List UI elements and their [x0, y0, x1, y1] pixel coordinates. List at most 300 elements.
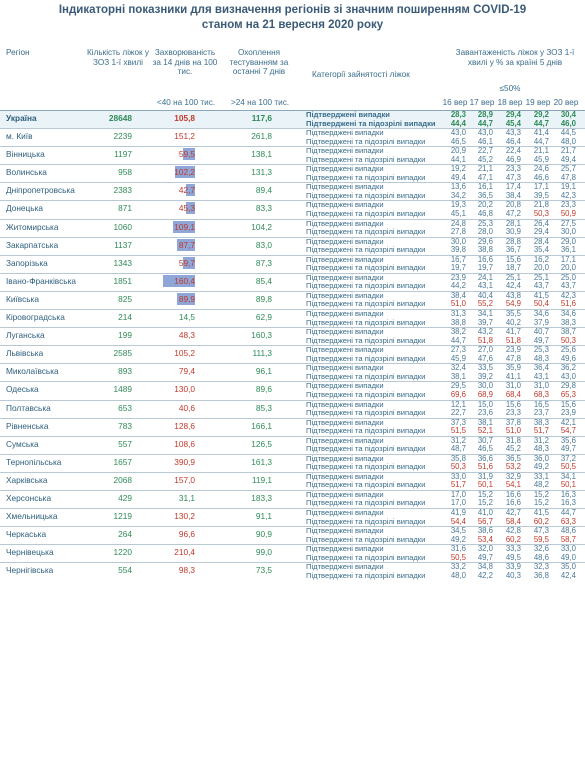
category-labels — [306, 310, 444, 327]
beds-count: 199 — [118, 330, 132, 341]
load-values — [444, 455, 582, 472]
title-line-2: станом на 21 вересня 2020 року — [201, 19, 384, 31]
load-value: 68,9 — [477, 389, 493, 399]
load-values — [444, 491, 582, 508]
load-value: 38,3 — [560, 317, 576, 327]
testing-value: 89,8 — [255, 293, 272, 304]
category-label: Підтверджені випадки — [306, 111, 390, 119]
load-value: 47,1 — [477, 172, 493, 182]
load-value: 46,0 — [560, 118, 576, 128]
load-value: 30,4 — [560, 110, 576, 119]
region-name: Київська — [6, 293, 39, 304]
region-name: Полтавська — [6, 402, 51, 413]
load-value: 33,3 — [505, 544, 521, 554]
load-value: 33,9 — [505, 562, 521, 572]
table-row — [0, 490, 585, 508]
load-value: 43,7 — [560, 281, 576, 291]
category-label: Підтверджені та підозрілі випадки — [306, 463, 426, 472]
table-row — [0, 345, 585, 363]
beds-count: 653 — [118, 402, 132, 413]
load-value: 29,4 — [533, 227, 549, 237]
load-value: 43,0 — [477, 128, 493, 138]
load-value: 49,4 — [450, 172, 466, 182]
table-row — [0, 255, 585, 273]
load-value: 36,5 — [505, 453, 521, 463]
beds-count: 1060 — [113, 221, 132, 232]
load-value: 42,4 — [560, 570, 576, 580]
table-row — [0, 400, 585, 418]
table-row — [0, 164, 585, 182]
load-values-row — [444, 120, 582, 129]
category-label: Підтверджені та підозрілі випадки — [306, 264, 426, 273]
load-values — [444, 346, 582, 363]
load-value: 41,9 — [450, 508, 466, 518]
region-name: Тернопільська — [6, 456, 62, 467]
load-value: 46,9 — [505, 154, 521, 164]
load-value: 44,7 — [477, 118, 493, 128]
load-value: 60,2 — [533, 516, 549, 526]
load-value: 46,5 — [450, 136, 466, 146]
category-label: Підтверджені та підозрілі випадки — [306, 481, 426, 490]
load-value: 43,7 — [533, 281, 549, 291]
load-value: 38,8 — [477, 245, 493, 255]
load-values — [444, 382, 582, 399]
load-value: 48,0 — [560, 136, 576, 146]
testing-value: 183,3 — [251, 492, 272, 503]
category-labels — [306, 238, 444, 255]
beds-count: 1851 — [113, 275, 132, 286]
load-value: 42,2 — [477, 570, 493, 580]
load-value: 29,8 — [560, 381, 576, 391]
morbidity-text: 128,6 — [174, 420, 195, 431]
load-value: 45,9 — [450, 353, 466, 363]
load-value: 24,1 — [477, 272, 493, 282]
load-value: 15,6 — [505, 399, 521, 409]
category-labels — [306, 328, 444, 345]
category-label: Підтверджені та підозрілі випадки — [306, 228, 426, 237]
table-row — [0, 327, 585, 345]
category-labels — [306, 401, 444, 418]
load-values-row — [444, 192, 582, 201]
load-value: 44,4 — [450, 118, 466, 128]
load-value: 12,1 — [450, 399, 466, 409]
load-value: 49,5 — [505, 552, 521, 562]
load-value: 16,7 — [450, 254, 466, 264]
category-labels — [306, 111, 444, 128]
load-value: 22,7 — [450, 408, 466, 417]
load-values-row — [444, 481, 582, 490]
load-value: 60,2 — [505, 534, 521, 544]
load-value: 50,1 — [477, 480, 493, 490]
category-label: Підтверджені випадки — [306, 454, 384, 463]
load-values-row — [444, 210, 582, 219]
morbidity-text: 45,3 — [178, 203, 195, 214]
load-value: 54,1 — [505, 480, 521, 490]
category-labels — [306, 545, 444, 562]
load-value: 41,5 — [533, 290, 549, 300]
load-value: 51,5 — [450, 426, 466, 436]
load-values — [444, 473, 582, 490]
load-values-row — [444, 300, 582, 309]
load-value: 19,7 — [477, 263, 493, 273]
load-value: 25,0 — [560, 272, 576, 282]
load-value: 36,5 — [477, 190, 493, 200]
load-values — [444, 220, 582, 237]
testing-value: 261,8 — [251, 131, 272, 142]
load-value: 35,5 — [505, 309, 521, 319]
load-value: 38,4 — [505, 190, 521, 200]
load-value: 33,5 — [477, 363, 493, 373]
morbidity-text: 87,7 — [178, 239, 195, 250]
load-value: 37,9 — [533, 317, 549, 327]
category-labels — [306, 292, 444, 309]
load-value: 65,3 — [560, 389, 576, 399]
load-value: 23,3 — [505, 408, 521, 417]
testing-value: 104,2 — [251, 221, 272, 232]
load-values — [444, 310, 582, 327]
category-label: Підтверджені та підозрілі випадки — [306, 571, 426, 580]
testing-value: 73,5 — [255, 565, 272, 576]
load-value: 49,2 — [450, 534, 466, 544]
beds-count: 2585 — [113, 348, 132, 359]
load-values — [444, 364, 582, 381]
load-values — [444, 527, 582, 544]
testing-value: 166,1 — [251, 420, 272, 431]
category-label: Підтверджені випадки — [306, 472, 384, 481]
load-value: 33,1 — [533, 471, 549, 481]
table-row — [0, 381, 585, 399]
load-value: 27,5 — [560, 218, 576, 228]
load-values — [444, 147, 582, 164]
table-row — [0, 454, 585, 472]
load-value: 23,6 — [477, 408, 493, 417]
morbidity-text: 59,5 — [178, 149, 195, 160]
load-value: 50,3 — [533, 208, 549, 218]
category-label: Підтверджені та підозрілі випадки — [306, 499, 426, 508]
threshold-testing: >24 на 100 тис. — [230, 98, 290, 107]
table-row — [0, 237, 585, 255]
load-value: 58,7 — [560, 534, 576, 544]
load-values-row — [444, 373, 582, 382]
category-labels — [306, 419, 444, 436]
table-row — [0, 562, 585, 580]
region-name: Львівська — [6, 348, 44, 359]
load-value: 45,1 — [450, 208, 466, 218]
category-label: Підтверджені випадки — [306, 165, 384, 174]
load-value: 27,3 — [450, 345, 466, 355]
load-value: 51,0 — [450, 299, 466, 309]
beds-count: 1197 — [114, 149, 132, 160]
load-value: 50,4 — [533, 299, 549, 309]
table-row — [0, 309, 585, 327]
load-value: 48,7 — [450, 444, 466, 454]
load-value: 20,0 — [533, 263, 549, 273]
load-value: 38,1 — [477, 417, 493, 427]
load-value: 36,8 — [533, 570, 549, 580]
load-value: 25,1 — [505, 272, 521, 282]
load-value: 47,3 — [533, 526, 549, 536]
load-value: 32,9 — [505, 471, 521, 481]
load-values — [444, 238, 582, 255]
load-value: 49,2 — [533, 462, 549, 472]
category-label: Підтверджені та підозрілі випадки — [306, 409, 426, 417]
load-value: 15,2 — [533, 498, 549, 508]
beds-count: 825 — [118, 293, 132, 304]
load-value: 17,0 — [450, 489, 466, 499]
region-name: Хмельницька — [6, 511, 58, 522]
testing-value: 160,3 — [251, 330, 272, 341]
load-values-row — [444, 355, 582, 364]
morbidity-text: 130,0 — [174, 384, 195, 395]
morbidity-text: 105,2 — [174, 348, 195, 359]
load-value: 15,2 — [533, 489, 549, 499]
category-labels — [306, 274, 444, 291]
category-label: Підтверджені випадки — [306, 310, 384, 319]
load-value: 30,0 — [450, 236, 466, 246]
load-value: 40,3 — [505, 570, 521, 580]
load-value: 44,7 — [533, 118, 549, 128]
load-value: 44,7 — [450, 335, 466, 345]
load-value: 43,8 — [505, 290, 521, 300]
load-value: 40,4 — [477, 290, 493, 300]
load-value: 25,3 — [533, 345, 549, 355]
category-label: Підтверджені випадки — [306, 273, 384, 282]
beds-count: 1220 — [113, 547, 132, 558]
load-values-row — [444, 156, 582, 165]
load-value: 50,9 — [560, 208, 576, 218]
category-label: Підтверджені випадки — [306, 201, 384, 210]
category-label: Підтверджені випадки — [306, 490, 384, 499]
load-values — [444, 165, 582, 182]
table-row — [0, 544, 585, 562]
load-value: 31,2 — [533, 435, 549, 445]
morbidity-value — [160, 566, 195, 583]
category-label: Підтверджені випадки — [306, 346, 384, 355]
load-value: 42,7 — [505, 508, 521, 518]
load-value: 15,2 — [477, 498, 493, 508]
load-value: 54,4 — [450, 516, 466, 526]
load-value: 37,2 — [560, 453, 576, 463]
load-value: 31,8 — [505, 435, 521, 445]
load-value: 15,2 — [477, 489, 493, 499]
load-value: 28,9 — [477, 110, 493, 119]
category-label: Підтверджені та підозрілі випадки — [306, 209, 426, 218]
beds-count: 1219 — [113, 511, 132, 522]
beds-count: 958 — [118, 167, 132, 178]
beds-count: 1137 — [114, 239, 132, 250]
category-label: Підтверджені та підозрілі випадки — [306, 318, 426, 327]
load-value: 37,3 — [450, 417, 466, 427]
region-name: Черкаська — [6, 529, 47, 540]
category-label: Підтверджені випадки — [306, 328, 384, 337]
testing-value: 90,9 — [255, 529, 272, 540]
morbidity-text: 48,3 — [178, 330, 195, 341]
load-value: 49,4 — [560, 154, 576, 164]
load-values — [444, 509, 582, 526]
load-value: 49,0 — [560, 552, 576, 562]
load-value: 31,6 — [450, 544, 466, 554]
load-values — [444, 111, 582, 128]
load-value: 36,4 — [533, 363, 549, 373]
table-row — [0, 472, 585, 490]
load-value: 19,1 — [560, 182, 576, 192]
table-row — [0, 110, 585, 128]
header-region: Регіон — [6, 48, 30, 57]
load-values-row — [444, 463, 582, 472]
category-label: Підтверджені випадки — [306, 382, 384, 391]
load-value: 44,7 — [560, 508, 576, 518]
beds-count: 871 — [118, 203, 132, 214]
load-values — [444, 328, 582, 345]
load-values — [444, 129, 582, 146]
load-value: 46,4 — [505, 136, 521, 146]
category-label: Підтверджені та підозрілі випадки — [306, 173, 426, 182]
testing-value: 83,0 — [255, 239, 272, 250]
testing-value: 111,3 — [252, 348, 272, 359]
load-value: 31,3 — [450, 309, 466, 319]
load-value: 46,5 — [477, 444, 493, 454]
load-value: 15,6 — [505, 254, 521, 264]
load-values-row — [444, 174, 582, 183]
table-row — [0, 363, 585, 381]
load-value: 48,0 — [450, 570, 466, 580]
testing-value: 96,1 — [255, 366, 272, 377]
beds-count: 1489 — [113, 384, 132, 395]
title-line-1: Індикаторні показники для визначення регіонів зі значним поширенням COVID-19 — [58, 4, 527, 16]
morbidity-text: 210,4 — [174, 547, 195, 558]
load-value: 43,3 — [505, 128, 521, 138]
load-values — [444, 563, 582, 580]
load-value: 16,1 — [477, 182, 493, 192]
load-value: 28,3 — [450, 110, 466, 119]
load-values — [444, 292, 582, 309]
load-value: 38,7 — [560, 327, 576, 337]
load-value: 43,0 — [450, 128, 466, 138]
load-value: 41,5 — [533, 508, 549, 518]
region-name: Одеська — [6, 384, 39, 395]
morbidity-text: 160,4 — [174, 275, 195, 286]
load-value: 43,2 — [477, 327, 493, 337]
load-values — [444, 201, 582, 218]
region-name: Донецька — [6, 203, 44, 214]
category-labels — [306, 437, 444, 454]
load-value: 69,6 — [450, 389, 466, 399]
category-labels — [306, 473, 444, 490]
category-label: Підтверджені та підозрілі випадки — [306, 354, 426, 363]
category-label: Підтверджені та підозрілі випадки — [306, 390, 426, 399]
load-value: 41,7 — [505, 327, 521, 337]
load-values-row — [444, 409, 582, 418]
beds-count: 1343 — [113, 257, 132, 268]
load-value: 56,7 — [477, 516, 493, 526]
load-value: 20,8 — [505, 200, 521, 210]
load-value: 32,6 — [533, 544, 549, 554]
load-value: 29,4 — [505, 110, 521, 119]
load-value: 47,8 — [560, 172, 576, 182]
load-value: 41,4 — [533, 128, 549, 138]
threshold-load: ≤50% — [499, 84, 521, 93]
beds-count: 214 — [118, 312, 132, 323]
load-values-row — [444, 319, 582, 328]
category-label: Підтверджені випадки — [306, 364, 384, 373]
load-value: 33,2 — [450, 562, 466, 572]
load-value: 43,1 — [477, 281, 493, 291]
load-value: 38,2 — [450, 327, 466, 337]
load-value: 50,1 — [560, 480, 576, 490]
load-value: 33,0 — [450, 471, 466, 481]
day-header: 20 вер — [553, 98, 579, 107]
category-label: Підтверджені випадки — [306, 183, 384, 192]
load-values-row — [444, 518, 582, 527]
load-value: 43,1 — [533, 371, 549, 381]
category-label: Підтверджені випадки — [306, 219, 384, 228]
category-label: Підтверджені та підозрілі випадки — [306, 427, 426, 436]
load-value: 43,0 — [560, 371, 576, 381]
load-values-row — [444, 246, 582, 255]
morbidity-text: 14,5 — [178, 312, 195, 323]
load-value: 13,6 — [450, 182, 466, 192]
category-label: Підтверджені та підозрілі випадки — [306, 372, 426, 381]
load-value: 40,2 — [505, 317, 521, 327]
load-value: 54,9 — [505, 299, 521, 309]
load-value: 45,9 — [533, 154, 549, 164]
category-label: Підтверджені та підозрілі випадки — [306, 246, 426, 255]
load-value: 51,6 — [560, 299, 576, 309]
testing-value: 131,3 — [251, 167, 272, 178]
load-value: 33,0 — [560, 544, 576, 554]
day-header: 18 вер — [497, 98, 523, 107]
load-values-row — [444, 138, 582, 147]
day-header: 19 вер — [525, 98, 551, 107]
region-name: Чернігівська — [6, 565, 54, 576]
load-value: 21,8 — [533, 200, 549, 210]
load-values-row — [444, 536, 582, 545]
beds-count: 2383 — [113, 185, 132, 196]
load-value: 45,4 — [505, 118, 521, 128]
load-value: 34,5 — [450, 526, 466, 536]
testing-value: 87,3 — [255, 257, 272, 268]
region-name: Запорізька — [6, 257, 48, 268]
load-value: 29,6 — [477, 236, 493, 246]
load-value: 15,6 — [560, 399, 576, 409]
testing-value: 89,6 — [255, 384, 272, 395]
load-value: 42,3 — [560, 290, 576, 300]
load-values-row — [444, 572, 582, 581]
load-value: 30,0 — [560, 227, 576, 237]
load-value: 29,0 — [560, 236, 576, 246]
category-labels — [306, 256, 444, 273]
load-value: 35,6 — [560, 435, 576, 445]
testing-value: 138,1 — [251, 149, 272, 160]
testing-value: 83,3 — [255, 203, 272, 214]
load-value: 53,2 — [505, 462, 521, 472]
load-value: 55,2 — [477, 299, 493, 309]
region-name: Кіровоградська — [6, 312, 65, 323]
load-value: 18,7 — [505, 263, 521, 273]
beds-count: 2068 — [113, 474, 132, 485]
load-value: 30,9 — [505, 227, 521, 237]
category-label: Підтверджені випадки — [306, 129, 384, 138]
header-testing: Охоплення тестуванням за останні 7 днів — [229, 48, 289, 76]
load-value: 39,7 — [477, 317, 493, 327]
region-name: Миколаївська — [6, 366, 59, 377]
load-value: 44,5 — [560, 128, 576, 138]
load-value: 51,0 — [505, 426, 521, 436]
category-label: Підтверджені та підозрілі випадки — [306, 191, 426, 200]
load-value: 36,6 — [477, 453, 493, 463]
load-value: 48,3 — [533, 353, 549, 363]
load-values — [444, 183, 582, 200]
